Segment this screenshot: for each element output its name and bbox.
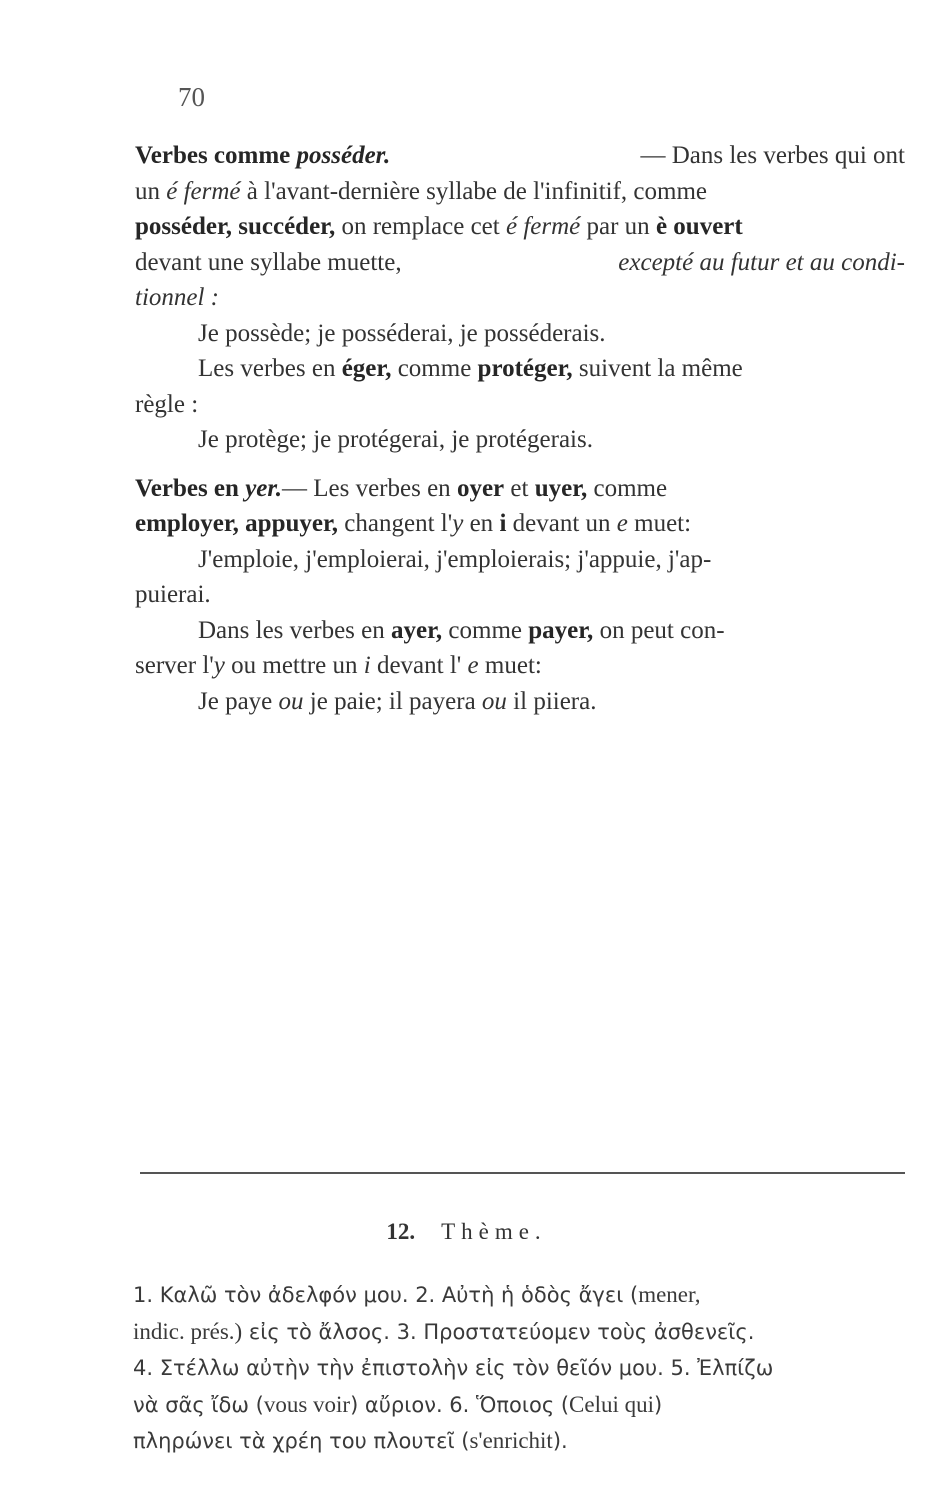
text-run: par un — [580, 213, 656, 240]
text-run: muet: — [627, 510, 692, 537]
text-run: comme — [587, 474, 668, 502]
paragraph-line — [135, 174, 905, 210]
paragraph-line — [135, 613, 905, 649]
section-heading-italic: yer. — [245, 474, 282, 502]
section-heading-italic: posséder. — [296, 142, 391, 169]
text-run: à l'avant-dernière syllabe de l'infinitif, comme — [240, 177, 707, 205]
text-run: il piiera. — [506, 687, 597, 715]
spacer — [135, 458, 905, 471]
text-run: devant une syllabe muette, — [135, 248, 402, 276]
italic-word: ou — [481, 687, 507, 715]
example-line: Je protège; je protégerai, je protégerais. — [198, 426, 593, 453]
italic-word: ou — [278, 687, 304, 715]
text-run: on remplace cet — [335, 213, 506, 240]
text-run: comme — [391, 355, 478, 382]
text-run: changent l' — [338, 510, 453, 537]
text-run: je paie; il payera — [303, 687, 482, 715]
bold-term: éger, — [341, 355, 392, 382]
paragraph-line — [135, 506, 905, 542]
text-run: — Dans les verbes qui ont — [640, 142, 905, 169]
french-gloss: Celui qui — [569, 1391, 654, 1417]
greek-line — [133, 1387, 903, 1424]
text-run: devant un — [506, 510, 617, 537]
greek-exercise — [133, 1277, 903, 1460]
greek-line — [133, 1277, 903, 1314]
example-line: Je possède; je posséderai, je posséderais. — [198, 319, 606, 347]
page-number: 70 — [178, 82, 205, 112]
text-run: Dans les verbes en — [198, 616, 391, 644]
greek-text: 1. Καλῶ τὸν ἀδελφόν μου. 2. Αὐτὴ ἡ ὁδὸς ἄγει ( — [133, 1283, 639, 1307]
paragraph-line — [135, 471, 905, 507]
greek-text: ) αὔριον. 6. Ὅποιος ( — [350, 1392, 570, 1417]
french-gloss: indic. prés.) — [133, 1318, 243, 1344]
bold-term: posséder, succéder, — [135, 213, 336, 240]
greek-text: ) — [654, 1392, 663, 1417]
theme-title: Thème. — [441, 1219, 547, 1244]
theme-number: 12. — [386, 1219, 416, 1244]
text-run: ou mettre un — [224, 652, 364, 679]
text-run: devant l' — [370, 652, 468, 679]
italic-letter: y — [452, 510, 464, 537]
example-line: puierai. — [135, 581, 211, 608]
paragraph-line — [135, 138, 905, 174]
paragraph-line — [135, 245, 905, 281]
italic-letter: i — [363, 652, 371, 679]
text-run: muet: — [478, 652, 542, 679]
italic-letter: e — [616, 510, 628, 537]
bold-term: protéger, — [477, 355, 573, 382]
text-run: un — [135, 177, 167, 205]
text-run: et — [504, 474, 535, 502]
paragraph-line — [135, 648, 905, 684]
bold-term: è ouvert — [655, 213, 743, 240]
horizontal-rule — [140, 1172, 905, 1174]
bold-letter: i — [499, 510, 507, 537]
bold-term: payer, — [528, 616, 594, 644]
section-heading: Verbes comme — [135, 142, 297, 169]
italic-term: excepté au futur et au condi- — [618, 248, 905, 276]
text-run: on peut con- — [593, 616, 725, 644]
french-gloss: mener, — [638, 1282, 701, 1307]
italic-term: é fermé — [505, 213, 581, 240]
example-line — [135, 684, 905, 720]
bold-term: employer, appuyer, — [135, 510, 339, 537]
greek-text: ). — [552, 1429, 568, 1453]
paragraph-line: règle : — [135, 390, 199, 418]
french-gloss: s'enrichit — [469, 1428, 553, 1453]
text-run: en — [463, 510, 500, 537]
text-run: suivent la même — [572, 355, 743, 382]
french-gloss: vous voir — [263, 1391, 351, 1417]
bold-term: uyer, — [534, 474, 588, 502]
text-run: server l' — [135, 652, 214, 679]
bold-term: ayer, — [391, 616, 443, 644]
greek-line — [133, 1423, 903, 1460]
italic-letter: e — [467, 652, 479, 679]
greek-text: νὰ σᾶς ἴδω ( — [133, 1392, 264, 1417]
example-line: J'emploie, j'emploierai, j'emploierais; j'appuie, j'ap- — [198, 545, 712, 573]
paragraph-line: tionnel : — [135, 284, 220, 311]
italic-term: é fermé — [166, 177, 241, 205]
greek-text: πληρώνει τὰ χρέη του πλουτεῖ ( — [133, 1429, 470, 1453]
verb-rules-section — [135, 138, 905, 719]
bold-term: oyer — [456, 474, 505, 502]
paragraph-line — [135, 351, 905, 387]
greek-line: 4. Στέλλω αὐτὴν τὴν ἐπιστολὴν εἰς τὸν θεῖόν μου. 5. Ἐλπίζω — [133, 1356, 774, 1380]
text-run: Je paye — [198, 687, 279, 715]
text-run: comme — [442, 616, 529, 644]
greek-line — [133, 1314, 903, 1351]
section-heading: Verbes en — [135, 474, 246, 502]
paragraph-line — [135, 209, 905, 245]
theme-heading — [0, 1219, 933, 1245]
italic-letter: y — [213, 652, 225, 679]
greek-text: εἰς τὸ ἄλσος. 3. Προστατεύομεν τοὺς ἀσθενεῖς. — [242, 1319, 755, 1344]
text-run: Les verbes en — [198, 355, 342, 382]
text-run: — Les verbes en — [281, 474, 457, 502]
